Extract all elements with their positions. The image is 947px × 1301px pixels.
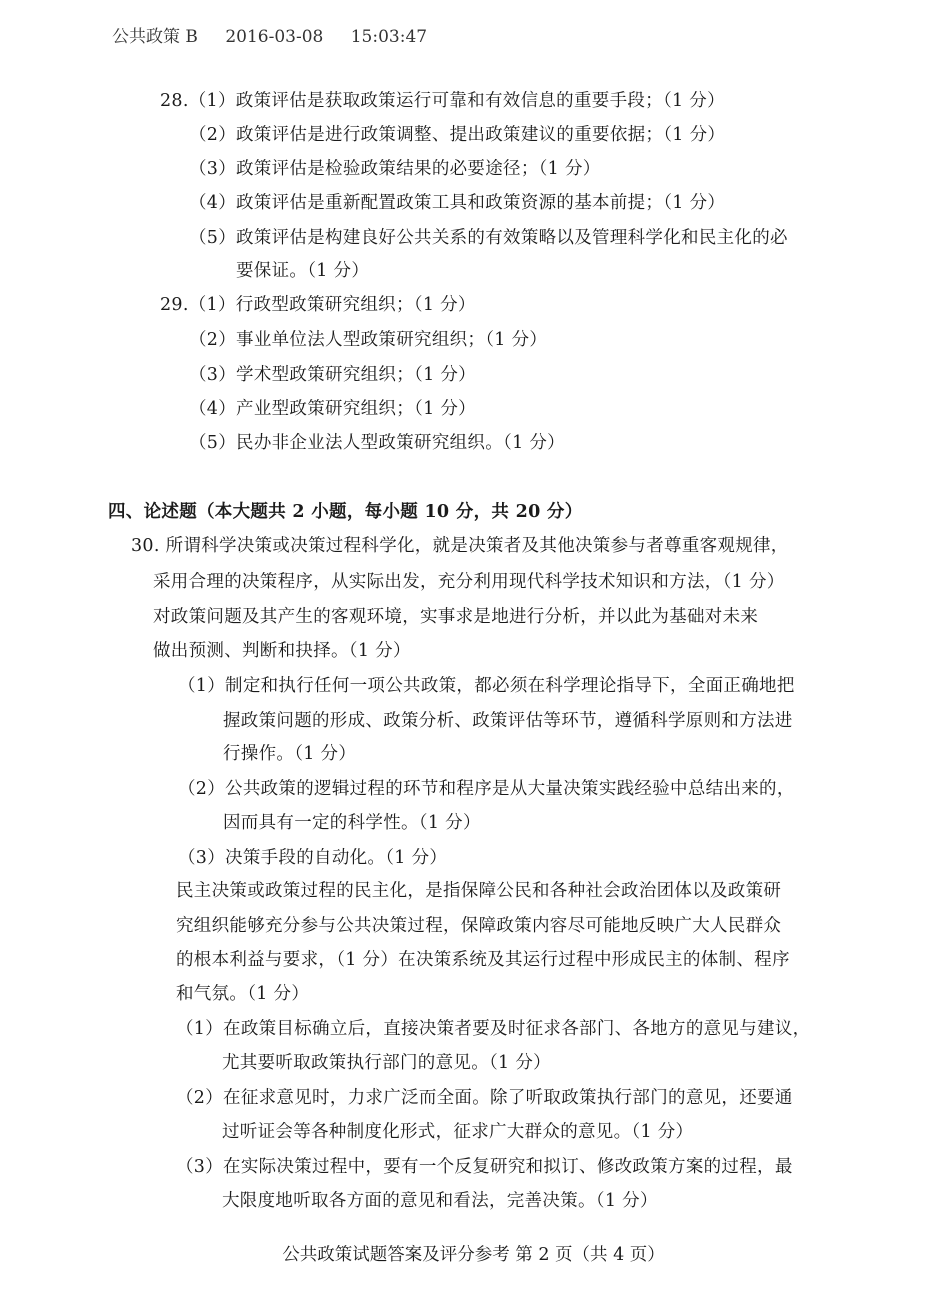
q28-line: （5）政策评估是构建良好公共关系的有效策略以及管理科学化和民主化的必 [189, 228, 788, 248]
q30-democracy-line: 究组织能够充分参与公共决策过程，保障政策内容尽可能地反映广大人民群众 [176, 916, 782, 936]
header-title: 公共政策 B [112, 27, 198, 47]
q30-intro-line: 采用合理的决策程序，从实际出发，充分利用现代科学技术知识和方法，（1 分） [153, 572, 785, 592]
scan-header [112, 26, 449, 48]
q30-intro-line: 做出预测、判断和抉择。（1 分） [153, 641, 411, 661]
q30-science-line: （1）制定和执行任何一项公共政策，都必须在科学理论指导下，全面正确地把 [178, 676, 795, 696]
q30-science-line: （2）公共政策的逻辑过程的环节和程序是从大量决策实践经验中总结出来的， [178, 779, 795, 799]
q30-democracy-point-line: （3）在实际决策过程中，要有一个反复研究和拟订、修改政策方案的过程，最 [176, 1157, 793, 1177]
q30-democracy-point-line: 大限度地听取各方面的意见和看法，完善决策。（1 分） [222, 1191, 658, 1211]
q30-democracy-line: 和气氛。（1 分） [176, 984, 310, 1004]
q28-line: 要保证。（1 分） [236, 261, 370, 281]
q30-democracy-point-line: 尤其要听取政策执行部门的意见。（1 分） [222, 1053, 551, 1073]
q28-line: 28.（1）政策评估是获取政策运行可靠和有效信息的重要手段；（1 分） [160, 91, 725, 111]
header-date: 2016-03-08 [225, 27, 324, 47]
q30-science-line: 握政策问题的形成、政策分析、政策评估等环节，遵循科学原则和方法进 [223, 711, 793, 731]
q30-science-line: 因而具有一定的科学性。（1 分） [223, 813, 481, 833]
q30-democracy-point-line: （2）在征求意见时，力求广泛而全面。除了听取政策执行部门的意见，还要通 [176, 1088, 793, 1108]
page-footer: 公共政策试题答案及评分参考 第 2 页（共 4 页） [282, 1245, 665, 1265]
q30-democracy-line: 的根本利益与要求，（1 分）在决策系统及其运行过程中形成民主的体制、程序 [176, 950, 790, 970]
q29-line: 29.（1）行政型政策研究组织；（1 分） [160, 295, 476, 315]
header-time: 15:03:47 [350, 27, 428, 47]
q30-intro-line: 对政策问题及其产生的客观环境，实事求是地进行分析，并以此为基础对未来 [153, 607, 759, 627]
q30-science-line: （3）决策手段的自动化。（1 分） [178, 848, 448, 868]
q28-line: （3）政策评估是检验政策结果的必要途径；（1 分） [189, 159, 601, 179]
q29-line: （5）民办非企业法人型政策研究组织。（1 分） [189, 433, 565, 453]
q28-line: （2）政策评估是进行政策调整、提出政策建议的重要依据；（1 分） [189, 125, 726, 145]
q29-line: （3）学术型政策研究组织；（1 分） [189, 365, 476, 385]
q29-line: （4）产业型政策研究组织；（1 分） [189, 399, 476, 419]
q30-science-line: 行操作。（1 分） [223, 744, 357, 764]
q29-line: （2）事业单位法人型政策研究组织；（1 分） [189, 330, 548, 350]
q30-democracy-line: 民主决策或政策过程的民主化，是指保障公民和各种社会政治团体以及政策研 [176, 881, 782, 901]
q30-intro-line: 30. 所谓科学决策或决策过程科学化，就是决策者及其他决策参与者尊重客观规律， [131, 536, 789, 556]
q30-democracy-point-line: （1）在政策目标确立后，直接决策者要及时征求各部门、各地方的意见与建议， [176, 1019, 811, 1039]
q30-democracy-point-line: 过听证会等各种制度化形式，征求广大群众的意见。（1 分） [222, 1122, 694, 1142]
section-heading: 四、论述题（本大题共 2 小题，每小题 10 分，共 20 分） [108, 502, 583, 522]
q28-line: （4）政策评估是重新配置政策工具和政策资源的基本前提；（1 分） [189, 193, 726, 213]
